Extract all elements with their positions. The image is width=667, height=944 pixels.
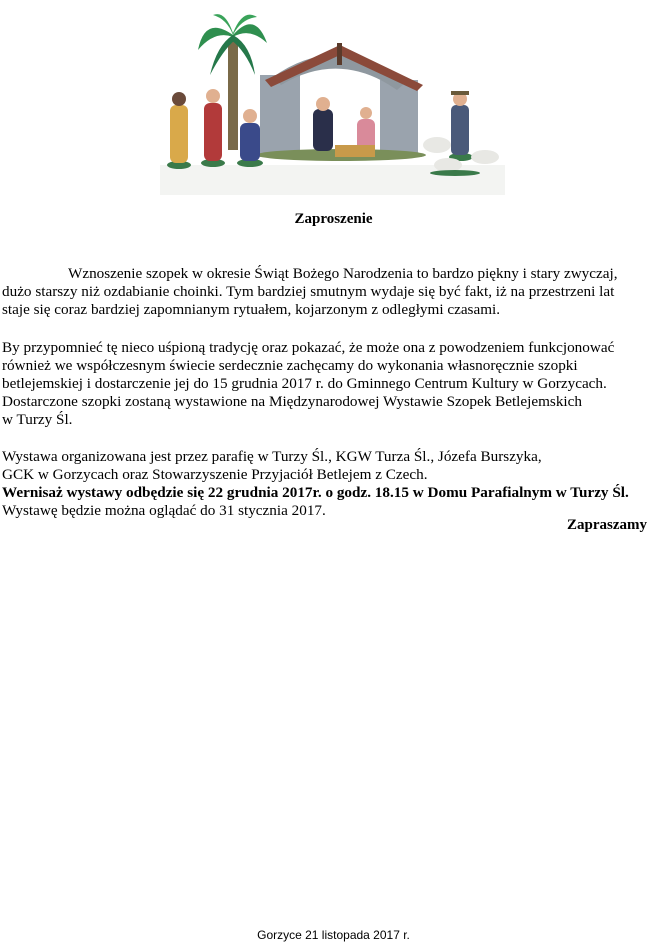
vernissage-line: Wernisaż wystawy odbędzie się 22 grudnia 2017r. o godz. 18.15 w Domu Parafialnym w Turzy Śl. <box>2 484 629 501</box>
text-line: Wznoszenie szopek w okresie Świąt Bożego Narodzenia to bardzo piękny i stary zwyczaj, <box>68 265 618 282</box>
paragraph-organizers <box>2 448 664 520</box>
figure-joseph <box>313 97 333 151</box>
stable <box>256 43 426 161</box>
paragraph-intro <box>2 265 664 319</box>
footer-date: Gorzyce 21 listopada 2017 r. <box>257 928 410 942</box>
nativity-scene-illustration <box>155 5 510 200</box>
document-title: Zaproszenie <box>294 211 373 227</box>
text-line: Dostarczone szopki zostaną wystawione na Międzynarodowej Wystawie Szopek Betlejemskich <box>2 393 582 410</box>
text-line: GCK w Gorzycach oraz Stowarzyszenie Przyjaciół Betlejem z Czech. <box>2 466 428 483</box>
text-line: betlejemskiej i dostarczenie jej do 15 grudnia 2017 r. do Gminnego Centrum Kultury w Gorzycach. <box>2 375 607 392</box>
closing-text: Zapraszamy <box>567 517 647 533</box>
text-line: w Turzy Śl. <box>2 411 73 428</box>
text-line: By przypomnieć tę nieco uśpioną tradycję oraz pokazać, że może ona z powodzeniem funkcjonować <box>2 339 615 356</box>
text-line: dużo starszy niż ozdabianie choinki. Tym bardziej smutnym wydaje się być fakt, iż na przestrzeni lat <box>2 283 615 300</box>
figure-shepherd <box>449 91 473 161</box>
figure-king-gold <box>167 92 191 169</box>
text-line: również we współczesnym świecie serdecznie zachęcamy do wykonania własnoręcznie szopki <box>2 357 578 374</box>
text-line: Wystawa organizowana jest przez parafię w Turzy Śl., KGW Turza Śl., Józefa Burszyka, <box>2 448 542 465</box>
paragraph-invitation <box>2 339 664 429</box>
viewing-line: Wystawę będzie można oglądać do 31 stycznia 2017. <box>2 502 326 519</box>
figure-king-blue <box>237 109 263 167</box>
figure-mary <box>357 107 375 151</box>
figure-king-red <box>201 89 225 167</box>
text-line: staje się coraz bardziej zapomnianym rytuałem, kojarzonym z odległymi czasami. <box>2 301 501 318</box>
manger <box>335 145 375 157</box>
